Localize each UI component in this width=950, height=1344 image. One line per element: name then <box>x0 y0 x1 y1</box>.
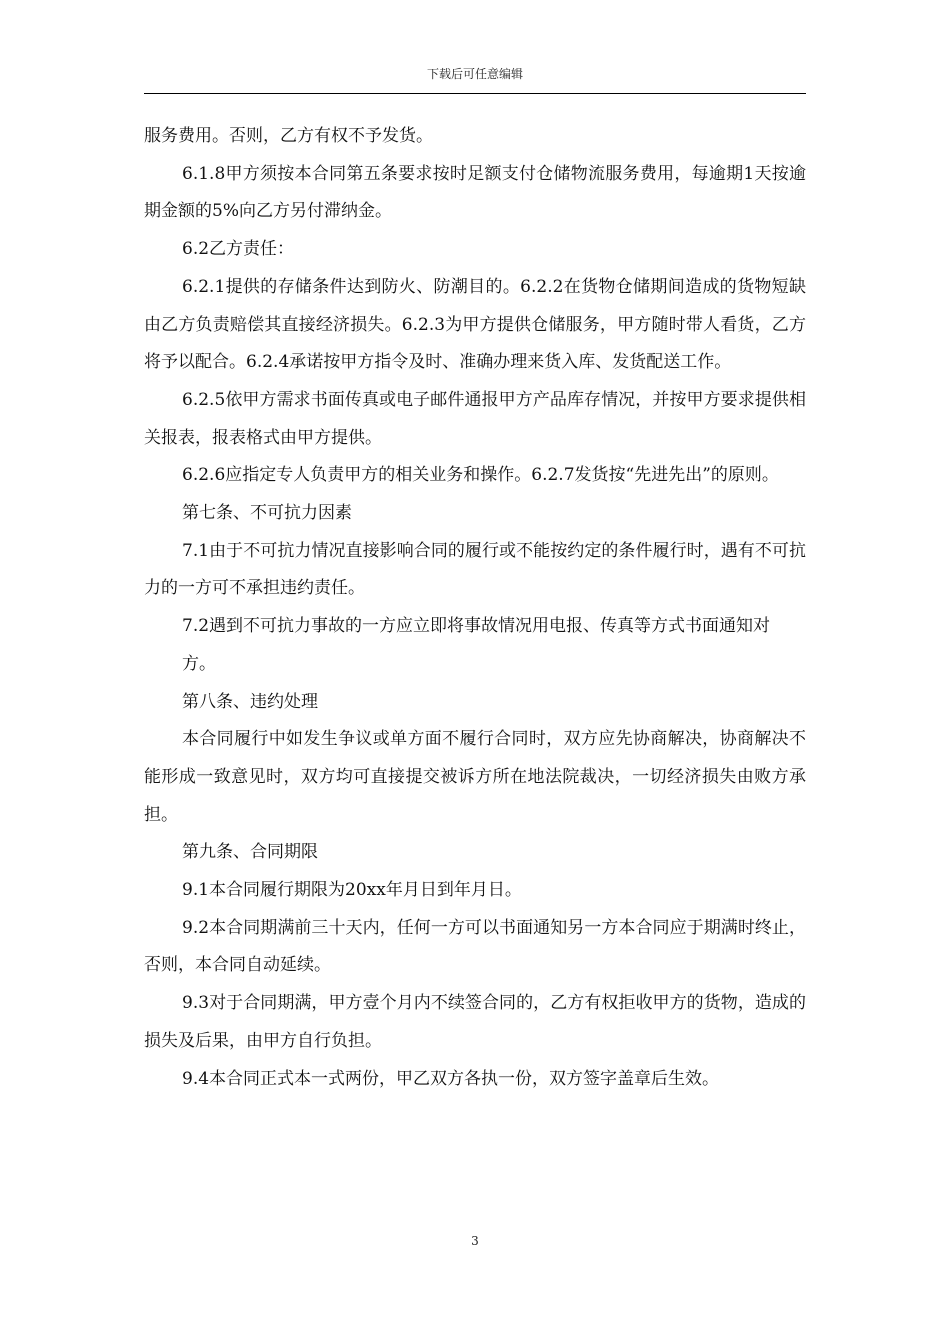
section-heading: 第七条、不可抗力因素 <box>182 503 352 524</box>
paragraph: 6.2.1提供的存储条件达到防火、防潮目的。6.2.2在货物仓储期间造成的货物短缺由乙方负责赔偿其直接经济损失。6.2.3为甲方提供仓储服务，甲方随时带人看货，乙方将予以配合。6.2.4承诺按甲方指令及时、准确办理来货入库、发货配送工作。 <box>144 276 806 373</box>
paragraph: 本合同履行中如发生争议或单方面不履行合同时，双方应先协商解决，协商解决不能形成一致意见时，双方均可直接提交被诉方所在地法院裁决，一切经济损失由败方承担。 <box>144 729 806 825</box>
document-body <box>144 118 806 1098</box>
paragraph: 7.2遇到不可抗力事故的一方应立即将事故情况用电报、传真等方式书面通知对 <box>182 616 771 637</box>
page-number: 3 <box>471 1234 479 1248</box>
paragraph: 9.1本合同履行期限为20xx年月日到年月日。 <box>182 880 522 901</box>
page-header: 下载后可任意编辑 <box>426 67 523 81</box>
paragraph: 9.2本合同期满前三十天内，任何一方可以书面通知另一方本合同应于期满时终止，否则，本合同自动延续。 <box>144 917 806 976</box>
paragraph: 6.1.8甲方须按本合同第五条要求按时足额支付仓储物流服务费用，每逾期1天按逾期金额的5%向乙方另付滞纳金。 <box>144 163 806 222</box>
paragraph: 服务费用。否则，乙方有权不予发货。 <box>144 126 433 146</box>
paragraph: 9.3对于合同期满，甲方壹个月内不续签合同的，乙方有权拒收甲方的货物，造成的损失及后果，由甲方自行负担。 <box>144 993 806 1051</box>
header-rule <box>144 93 806 94</box>
section-heading: 第八条、违约处理 <box>182 691 318 712</box>
section-heading: 第九条、合同期限 <box>182 842 318 863</box>
paragraph: 6.2.5依甲方需求书面传真或电子邮件通报甲方产品库存情况，并按甲方要求提供相关报表，报表格式由甲方提供。 <box>144 389 806 448</box>
paragraph: 方。 <box>182 653 216 674</box>
paragraph: 6.2.6应指定专人负责甲方的相关业务和操作。6.2.7发货按“先进先出”的原则。 <box>182 465 779 486</box>
paragraph: 7.1由于不可抗力情况直接影响合同的履行或不能按约定的条件履行时，遇有不可抗力的一方可不承担违约责任。 <box>144 540 806 599</box>
paragraph: 9.4本合同正式本一式两份，甲乙双方各执一份，双方签字盖章后生效。 <box>182 1068 720 1089</box>
paragraph: 6.2乙方责任： <box>182 239 295 260</box>
